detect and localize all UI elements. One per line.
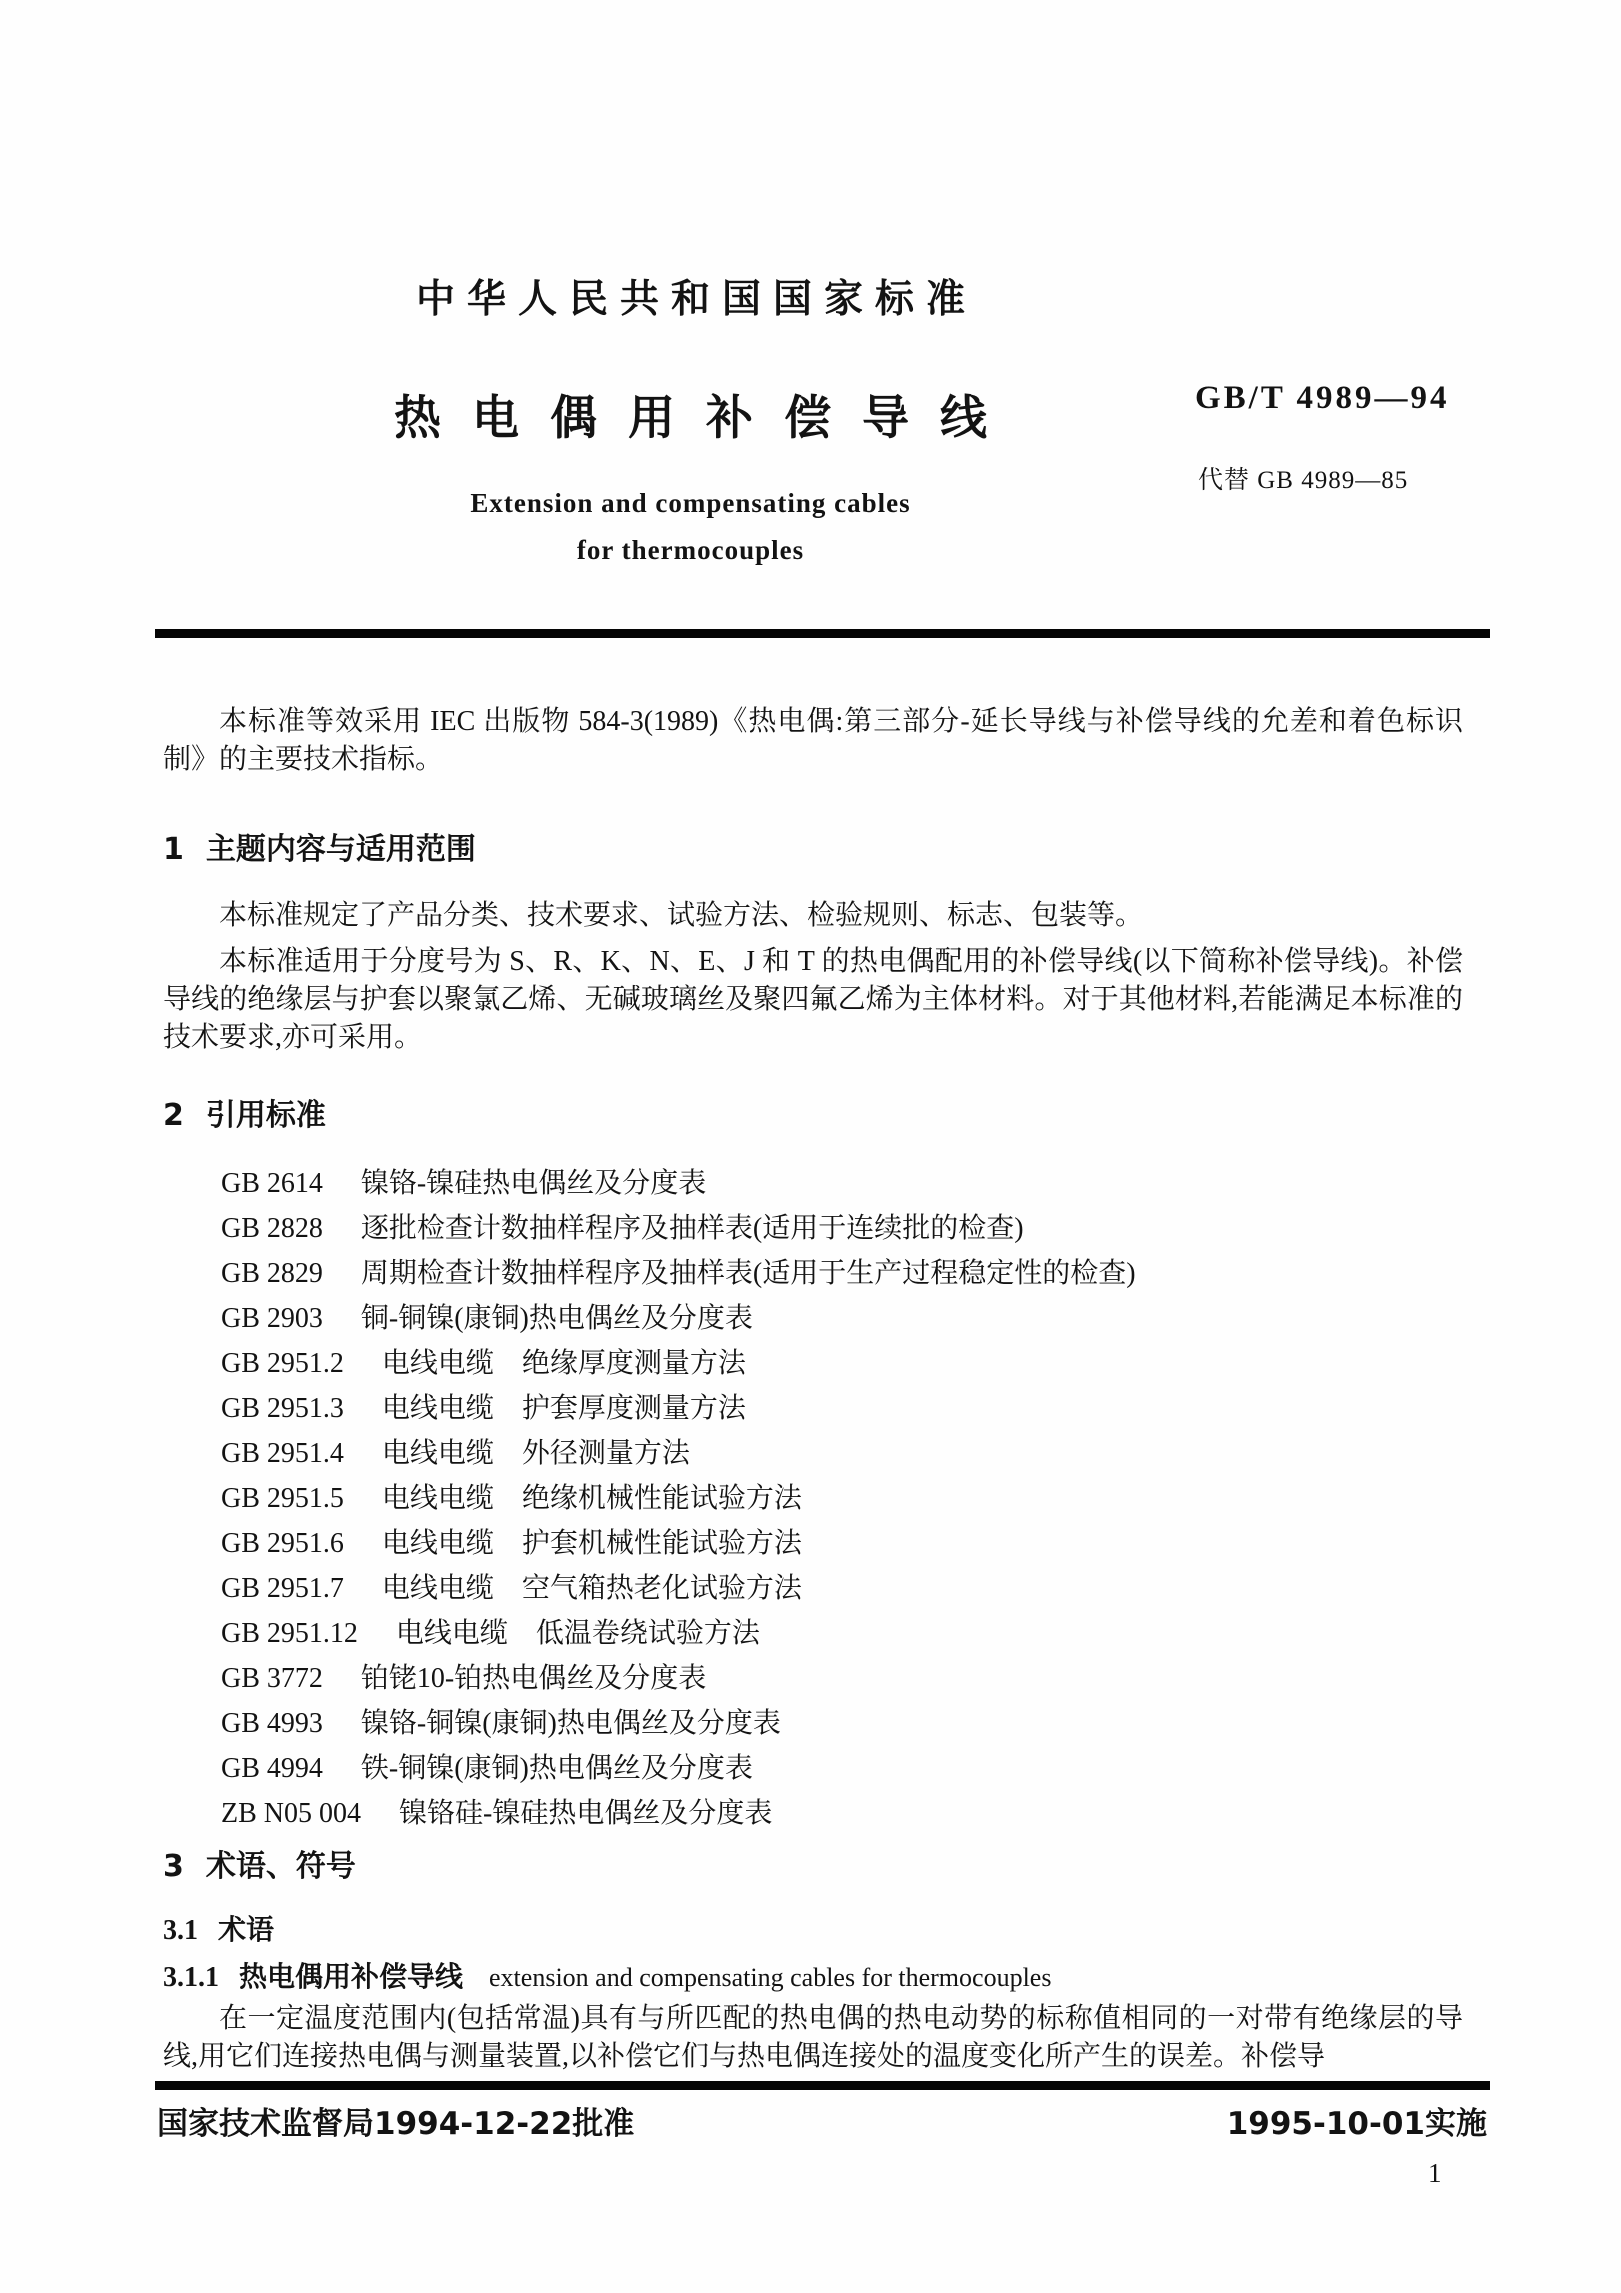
reference-title: 电线电缆 护套机械性能试验方法 [381, 1528, 802, 1559]
reference-code: GB 2903 [221, 1303, 323, 1334]
footer-rule [155, 2081, 1490, 2090]
reference-item [221, 1206, 1463, 1251]
section-3-1-1-paragraph: 在一定温度范围内(包括常温)具有与所匹配的热电偶的热电动势的标称值相同的一对带有绝缘层的导线,用它们连接热电偶与测量装置,以补偿它们与热电偶连接处的温度变化所产生的误差。补偿导 [163, 2003, 1463, 2072]
section-3-heading [163, 1846, 1463, 1888]
section-1-paragraph-2: 本标准适用于分度号为 S、R、K、N、E、J 和 T 的热电偶配用的补偿导线(以下简称补偿导线)。补偿导线的绝缘层与护套以聚氯乙烯、无碱玻璃丝及聚四氟乙烯为主体材料。对于其他材料,若能满足本标准的技术要求,亦可采用。 [163, 946, 1463, 1053]
reference-code: GB 4994 [221, 1753, 323, 1784]
reference-title: 镍铬-镍硅热电偶丝及分度表 [360, 1168, 707, 1199]
term-chinese: 热电偶用补偿导线 [239, 1960, 464, 1993]
reference-title: 电线电缆 护套厚度测量方法 [381, 1393, 746, 1424]
reference-code: GB 2951.2 [221, 1348, 344, 1379]
reference-code: GB 3772 [221, 1663, 323, 1694]
reference-title: 铂铑10-铂热电偶丝及分度表 [360, 1663, 707, 1694]
reference-title: 镍铬硅-镍硅热电偶丝及分度表 [399, 1798, 773, 1829]
section-3-1-1-heading [163, 1957, 1463, 1998]
document-footer [157, 2098, 1487, 2143]
section-2-title: 引用标准 [205, 1098, 326, 1133]
section-3-number: 3 [163, 1849, 184, 1884]
standard-number: GB/T 4989—94 [1195, 380, 1450, 416]
section-1-number: 1 [163, 832, 184, 867]
document-body [163, 703, 1463, 2076]
reference-code: GB 2951.6 [221, 1528, 344, 1559]
section-3-1-number: 3.1 [163, 1915, 198, 1946]
reference-code: GB 4993 [221, 1708, 323, 1739]
reference-item [221, 1611, 1463, 1656]
reference-code: GB 2951.4 [221, 1438, 344, 1469]
reference-item [221, 1566, 1463, 1611]
section-1-heading [163, 829, 1463, 871]
header-rule [155, 629, 1490, 638]
section-3-1-1-number: 3.1.1 [163, 1962, 219, 1993]
section-3-1-title: 术语 [218, 1913, 275, 1946]
intro-paragraph: 本标准等效采用 IEC 出版物 584-3(1989)《热电偶:第三部分-延长导线与补偿导线的允差和着色标识制》的主要技术指标。 [163, 706, 1463, 775]
document-title-en-line2: for thermocouples [576, 535, 805, 565]
national-standard-label: 中华人民共和国国家标准 [415, 277, 977, 322]
term-english: extension and compensating cables for thermocouples [489, 1963, 1052, 1992]
reference-title: 逐批检查计数抽样程序及抽样表(适用于连续批的检查) [360, 1213, 1024, 1244]
reference-item [221, 1341, 1463, 1386]
document-title-en-line1: Extension and compensating cables [470, 488, 911, 518]
section-2-heading [163, 1095, 1463, 1137]
reference-item [221, 1791, 1463, 1836]
section-2-number: 2 [163, 1098, 184, 1133]
reference-title: 铁-铜镍(康铜)热电偶丝及分度表 [360, 1753, 753, 1784]
reference-code: GB 2828 [221, 1213, 323, 1244]
reference-item [221, 1296, 1463, 1341]
reference-item [221, 1431, 1463, 1476]
section-1-title: 主题内容与适用范围 [205, 832, 476, 867]
reference-list [163, 1161, 1463, 1836]
reference-title: 电线电缆 外径测量方法 [381, 1438, 690, 1469]
section-3-1-heading [163, 1910, 1463, 1951]
replaces-note: 代替 GB 4989—85 [1198, 467, 1409, 494]
reference-item [221, 1161, 1463, 1206]
reference-title: 镍铬-铜镍(康铜)热电偶丝及分度表 [360, 1708, 781, 1739]
implementation-note: 1995-10-01实施 [1226, 2106, 1487, 2142]
reference-code: GB 2951.5 [221, 1483, 344, 1514]
reference-item [221, 1251, 1463, 1296]
reference-item [221, 1656, 1463, 1701]
document-header [163, 268, 1218, 566]
reference-title: 周期检查计数抽样程序及抽样表(适用于生产过程稳定性的检查) [360, 1258, 1136, 1289]
reference-title: 电线电缆 绝缘机械性能试验方法 [381, 1483, 802, 1514]
reference-item [221, 1701, 1463, 1746]
reference-item [221, 1521, 1463, 1566]
document-title-cn: 热电偶用补偿导线 [394, 391, 1018, 446]
reference-code: GB 2951.12 [221, 1618, 358, 1649]
reference-code: GB 2951.3 [221, 1393, 344, 1424]
reference-title: 铜-铜镍(康铜)热电偶丝及分度表 [360, 1303, 753, 1334]
reference-title: 电线电缆 绝缘厚度测量方法 [381, 1348, 746, 1379]
approval-note: 国家技术监督局1994-12-22批准 [157, 2106, 635, 2142]
section-3-title: 术语、符号 [205, 1849, 356, 1884]
reference-title: 电线电缆 低温卷绕试验方法 [395, 1618, 760, 1649]
reference-item [221, 1386, 1463, 1431]
reference-code: GB 2951.7 [221, 1573, 344, 1604]
reference-item [221, 1746, 1463, 1791]
page-number: 1 [1428, 2158, 1442, 2188]
reference-code: GB 2614 [221, 1168, 323, 1199]
reference-code: GB 2829 [221, 1258, 323, 1289]
reference-item [221, 1476, 1463, 1521]
reference-title: 电线电缆 空气箱热老化试验方法 [381, 1573, 802, 1604]
reference-code: ZB N05 004 [221, 1798, 361, 1829]
section-1-paragraph-1: 本标准规定了产品分类、技术要求、试验方法、检验规则、标志、包装等。 [219, 900, 1144, 931]
